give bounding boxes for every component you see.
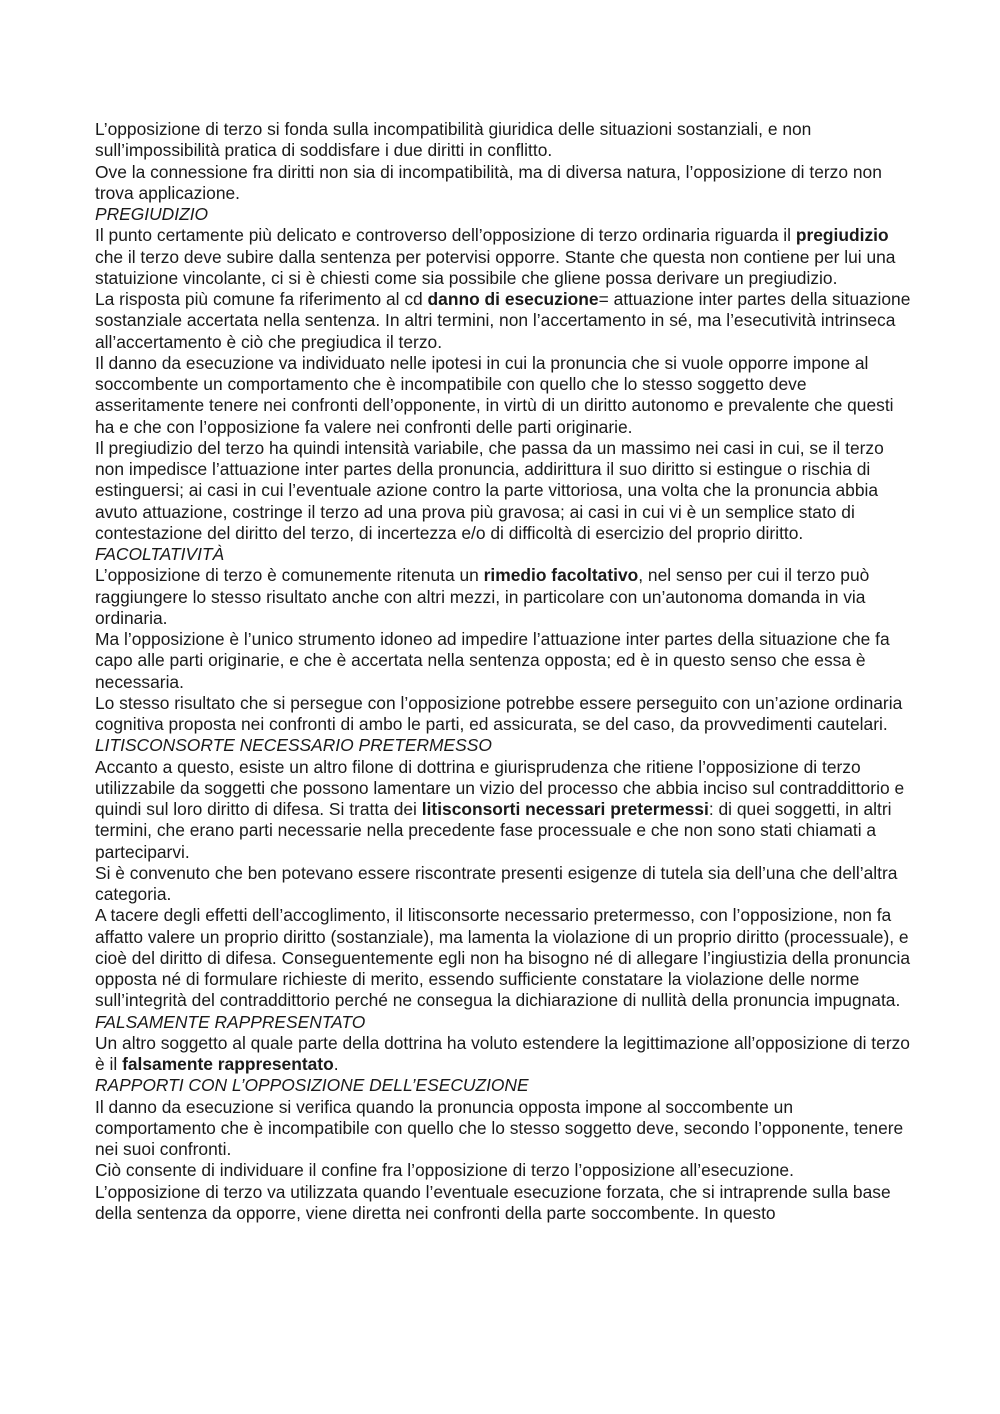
paragraph bbox=[95, 438, 915, 544]
text-run: Lo stesso risultato che si persegue con l’opposizione potrebbe essere perseguito con un’azione ordinaria cognitiva proposta nei confronti di ambo le parti, ed assicurata, se del caso, da provvedimenti cautelari. bbox=[95, 692, 903, 734]
bold-term: litisconsorti necessari pretermessi bbox=[421, 799, 709, 819]
text-run: Il punto certamente più delicato e controverso dell’opposizione di terzo ordinaria riguarda il bbox=[95, 225, 796, 246]
text-run: . bbox=[333, 1054, 339, 1074]
text-run: Ciò consente di individuare il confine fra l’opposizione di terzo l’opposizione all’esecuzione. bbox=[95, 1160, 794, 1181]
paragraph bbox=[95, 162, 915, 205]
text-run: , nel senso per cui il terzo può raggiungere lo stesso risultato anche con altri mezzi, in particolare con un’autonoma domanda in via ordinaria. bbox=[95, 565, 870, 628]
text-run: Si è convenuto che ben potevano essere riscontrate presenti esigenze di tutela sia dell’una che dell’altra categoria. bbox=[95, 862, 898, 904]
text-run: L’opposizione di terzo si fonda sulla incompatibilità giuridica delle situazioni sostanziali, e non sull’impossibilità pratica di soddisfare i due diritti in conflitto. bbox=[95, 119, 812, 161]
section-heading bbox=[95, 544, 915, 565]
bold-term: pregiudizio bbox=[795, 225, 889, 246]
text-run: LITISCONSORTE NECESSARIO PRETERMESSO bbox=[95, 735, 492, 756]
text-run: Il danno da esecuzione va individuato nelle ipotesi in cui la pronuncia che si vuole opporre impone al soccombente un comportamento che è incompatibile con quello che lo stesso soggetto deve asseritamente tenere nei confronti dell’opponente, in virtù di un diritto autonomo e prevalente che questi ha e che con l’opposizione fa valere nei confronti delle parti originarie. bbox=[95, 352, 894, 437]
text-run: La risposta più comune fa riferimento al cd bbox=[95, 289, 428, 309]
text-run: Ma l’opposizione è l’unico strumento idoneo ad impedire l’attuazione inter partes della situazione che fa capo alle parti originarie, e che è accertata nella sentenza opposta; ed è in questo senso che essa è necessaria. bbox=[95, 629, 890, 692]
paragraph bbox=[95, 289, 915, 353]
paragraph bbox=[95, 1033, 915, 1076]
text-run: Un altro soggetto al quale parte della dottrina ha voluto estendere la legittimazione all’opposizione di terzo è il bbox=[95, 1032, 910, 1074]
text-run: FALSAMENTE RAPPRESENTATO bbox=[95, 1011, 366, 1032]
paragraph bbox=[95, 905, 915, 1011]
bold-term: danno di esecuzione bbox=[427, 289, 599, 309]
section-heading bbox=[95, 1012, 915, 1033]
text-run: Ove la connessione fra diritti non sia di incompatibilità, ma di diversa natura, l’opposizione di terzo non trova applicazione. bbox=[95, 161, 882, 203]
text-run: = attuazione inter partes della situazione sostanziale accertata nella sentenza. In altri termini, non l’accertamento in sé, ma l’esecutività intrinseca all’accertamento è ciò che pregiudica il terzo. bbox=[95, 289, 911, 352]
paragraph bbox=[95, 1182, 915, 1225]
text-run: Il pregiudizio del terzo ha quindi intensità variabile, che passa da un massimo nei casi in cui, se il terzo non impedisce l’attuazione inter partes della pronuncia, addirittura il suo diritto si estingue o rischia di estinguersi; ai casi in cui l’eventuale azione contro la parte vittoriosa, una volta che la pronuncia abbia avuto attuazione, costringe il terzo ad una prova più gravosa; ai casi in cui vi è un semplice stato di contestazione del diritto del terzo, di incertezza e/o di difficoltà di esercizio del proprio diritto. bbox=[95, 437, 884, 543]
paragraph bbox=[95, 863, 915, 906]
section-heading bbox=[95, 735, 915, 756]
text-run: L’opposizione di terzo è comunemente ritenuta un bbox=[95, 565, 484, 586]
section-heading bbox=[95, 204, 915, 225]
document-body bbox=[95, 119, 915, 1224]
paragraph bbox=[95, 353, 915, 438]
paragraph bbox=[95, 565, 915, 629]
text-run: FACOLTATIVITÀ bbox=[95, 544, 225, 564]
paragraph bbox=[95, 119, 915, 162]
text-run: Accanto a questo, esiste un altro filone di dottrina e giurisprudenza che ritiene l’opposizione di terzo utilizzabile da soggetti che possono lamentare un vizio del processo che abbia inciso sul contraddittorio e quindi sul loro diritto di difesa. Si tratta dei bbox=[95, 756, 905, 819]
bold-term: rimedio facoltativo bbox=[483, 565, 639, 586]
paragraph bbox=[95, 693, 915, 736]
text-run: che il terzo deve subire dalla sentenza per potervisi opporre. Stante che questa non contiene per lui una statuizione vincolante, ci si è chiesti come sia possibile che gliene possa derivare un pregiudizio. bbox=[95, 246, 896, 288]
paragraph bbox=[95, 757, 915, 863]
text-run: A tacere degli effetti dell’accoglimento, il litisconsorte necessario pretermesso, con l’opposizione, non fa affatto valere un proprio diritto (sostanziale), ma lamenta la violazione di un proprio diritto (processuale), e cioè del diritto di difesa. Conseguentemente egli non ha bisogno né di allegare l’ingiustizia della pronuncia opposta né di formulare richieste di merito, essendo sufficiente constatare la violazione delle norme sull’integrità del contraddittorio perché ne consegua la dichiarazione di nullità della pronuncia impugnata. bbox=[95, 905, 910, 1011]
paragraph bbox=[95, 1097, 915, 1161]
section-heading bbox=[95, 1075, 915, 1096]
text-run: PREGIUDIZIO bbox=[95, 204, 209, 224]
paragraph bbox=[95, 629, 915, 693]
text-run: L’opposizione di terzo va utilizzata quando l’eventuale esecuzione forzata, che si intraprende sulla base della sentenza da opporre, viene diretta nei confronti della parte soccombente. In questo bbox=[95, 1181, 891, 1223]
bold-term: falsamente rappresentato bbox=[122, 1054, 334, 1074]
paragraph bbox=[95, 1160, 915, 1181]
paragraph bbox=[95, 225, 915, 289]
text-run: Il danno da esecuzione si verifica quando la pronuncia opposta impone al soccombente un comportamento che è incompatibile con quello che lo stesso soggetto deve, secondo l’opponente, tenere nei suoi confronti. bbox=[95, 1096, 904, 1159]
text-run: RAPPORTI CON L’OPPOSIZIONE DELL’ESECUZIONE bbox=[95, 1075, 529, 1096]
text-run: : di quei soggetti, in altri termini, che erano parti necessarie nella precedente fase processuale e che non sono stati chiamati a parteciparvi. bbox=[95, 799, 892, 862]
